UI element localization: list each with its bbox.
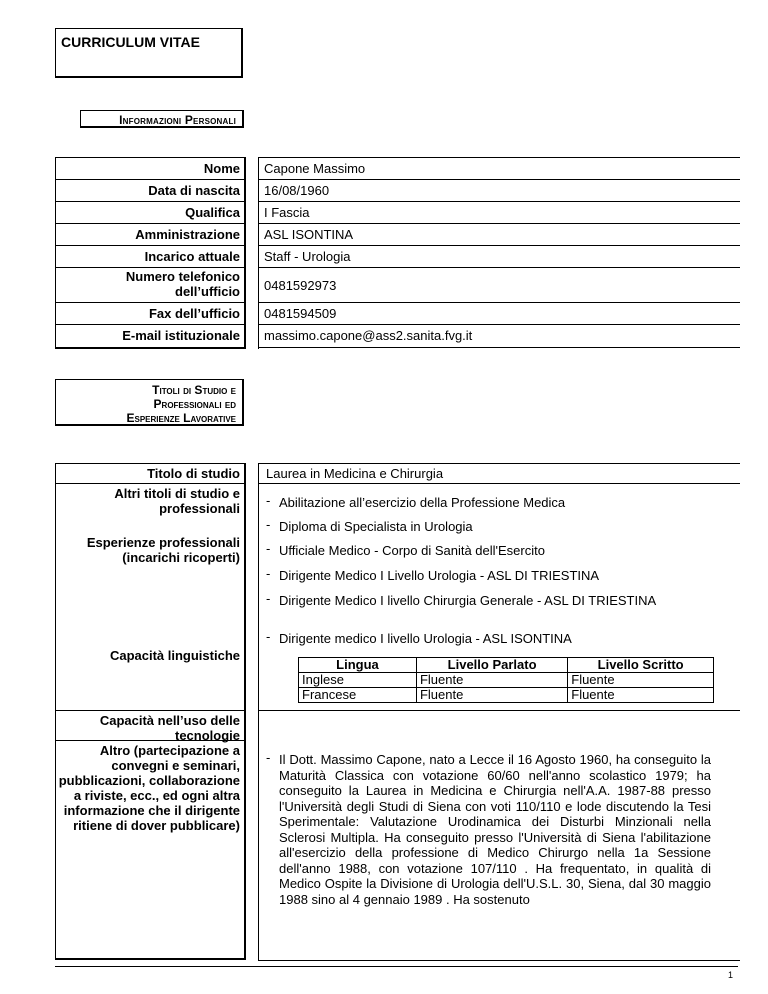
lang-header-lingua: Lingua <box>299 658 417 673</box>
esp-item-3: Dirigente Medico I livello Chirurgia Generale - ASL DI TRIESTINA <box>279 593 657 608</box>
esp-item-4: Dirigente medico I livello Urologia - ASL ISONTINA <box>279 631 572 646</box>
personal-label: Incarico attuale <box>144 249 240 264</box>
esp-item-2: Dirigente Medico I Livello Urologia - ASL DI TRIESTINA <box>279 568 600 583</box>
row-divider <box>55 223 245 224</box>
personal-value: 16/08/1960 <box>264 183 330 198</box>
esperienze-label: Esperienze professionali (incarichi ricoperti) <box>86 535 240 565</box>
personal-label: Data di nascita <box>148 183 240 198</box>
altro-dash: - <box>266 750 271 765</box>
personal-label: Numero telefonico dell’ufficio <box>125 269 240 299</box>
languages-table <box>298 657 714 703</box>
altro-text: Il Dott. Massimo Capone, nato a Lecce il 16 Agosto 1960, ha conseguito la Maturità Classica con votazione 60/60 nell'anno scolastico 1979; ha conseguito la Laurea in Medicina e Chirurgia nell'A.A. 1987-88 presso l'Università degli Studi di Siena con voti 110/110 e lode discutendo la Tesi Sperimentale: Valutazione Urodinamica dei Disturbi Minzionali nella Sclerosi Multipla. Ha conseguito presso l'Università di Siena l'abilitazione all'esercizio della professione di Medico Chirurgo nella 1a Sessione dell'anno 1988, con votazione 107/110 . Ha frequentato, in qualità di Medico Ospite la Divisione di Urologia dell'U.S.L. 30, Siena, dal 30 maggio 1988 sino al 4 gennaio 1989 . Ha sostenuto <box>279 752 711 907</box>
titolo-value: Laurea in Medicina e Chirurgia <box>266 466 444 481</box>
row-divider <box>55 267 245 268</box>
row-divider <box>258 157 740 158</box>
row-divider <box>55 245 245 246</box>
row-divider <box>258 267 740 268</box>
tecnologie-label: Capacità nell’uso delle tecnologie <box>99 713 240 743</box>
lang-cell: Fluente <box>568 688 714 703</box>
esp-item-1: Ufficiale Medico - Corpo di Sanità dell'Esercito <box>279 543 545 558</box>
section-title-studies-1: Titoli di Studio e <box>152 383 236 397</box>
titolo-label: Titolo di studio <box>147 466 240 481</box>
page-number: 1 <box>728 970 734 980</box>
row-divider <box>258 201 740 202</box>
personal-value: massimo.capone@ass2.sanita.fvg.it <box>264 328 473 343</box>
personal-label: Qualifica <box>185 205 240 220</box>
personal-label: E-mail istituzionale <box>122 328 240 343</box>
row-divider <box>55 201 245 202</box>
row-divider <box>258 302 740 303</box>
altri-item-2-dash: - <box>266 517 271 532</box>
personal-value: Capone Massimo <box>264 161 366 176</box>
row-divider <box>55 324 245 325</box>
personal-label: Fax dell’ufficio <box>148 306 240 321</box>
lang-header-scritto: Livello Scritto <box>568 658 714 673</box>
section-header-personal <box>80 110 244 128</box>
row-divider <box>258 324 740 325</box>
lang-header-parlato: Livello Parlato <box>416 658 567 673</box>
table-row <box>299 673 714 688</box>
personal-value: 0481594509 <box>264 306 337 321</box>
altro-label: Altro (partecipazione a convegni e seminari, pubblicazioni, collaborazione a riviste, ecc., ed ogni altra informazione che il dirigente ritiene di dover pubblicare) <box>58 743 240 833</box>
lang-cell: Fluente <box>416 688 567 703</box>
esp-item-3-dash: - <box>266 591 271 606</box>
row-divider <box>258 245 740 246</box>
lang-cell: Inglese <box>299 673 417 688</box>
table-row <box>299 688 714 703</box>
personal-label: Amministrazione <box>135 227 240 242</box>
section-title-studies-2: Professionali ed <box>153 397 236 411</box>
lingue-label: Capacità linguistiche <box>109 648 240 663</box>
esp-item-4-dash: - <box>266 629 271 644</box>
row-divider <box>55 179 245 180</box>
row-divider <box>258 223 740 224</box>
altri-titoli-label: Altri titoli di studio e professionali <box>114 486 240 516</box>
document-title: CURRICULUM VITAE <box>61 34 200 50</box>
personal-label: Nome <box>203 161 240 176</box>
section-title-personal: Informazioni Personali <box>119 113 236 127</box>
section-title-studies-3: Esperienze Lavorative <box>126 411 236 425</box>
title-box <box>55 28 243 78</box>
personal-value: I Fascia <box>264 205 310 220</box>
altri-item-1: Abilitazione all’esercizio della Professione Medica <box>279 495 566 510</box>
altri-item-1-dash: - <box>266 493 271 508</box>
section-header-studies <box>55 379 244 426</box>
lang-cell: Fluente <box>568 673 714 688</box>
row-divider <box>258 347 740 348</box>
esp-item-1-dash: - <box>266 541 271 556</box>
personal-value: 0481592973 <box>264 278 337 293</box>
esp-item-2-dash: - <box>266 566 271 581</box>
row-divider <box>258 179 740 180</box>
lang-cell: Fluente <box>416 673 567 688</box>
altri-item-2: Diploma di Specialista in Urologia <box>279 519 473 534</box>
personal-value: Staff - Urologia <box>264 249 351 264</box>
personal-value: ASL ISONTINA <box>264 227 354 242</box>
lang-cell: Francese <box>299 688 417 703</box>
footer-rule <box>55 966 738 967</box>
row-divider <box>55 302 245 303</box>
